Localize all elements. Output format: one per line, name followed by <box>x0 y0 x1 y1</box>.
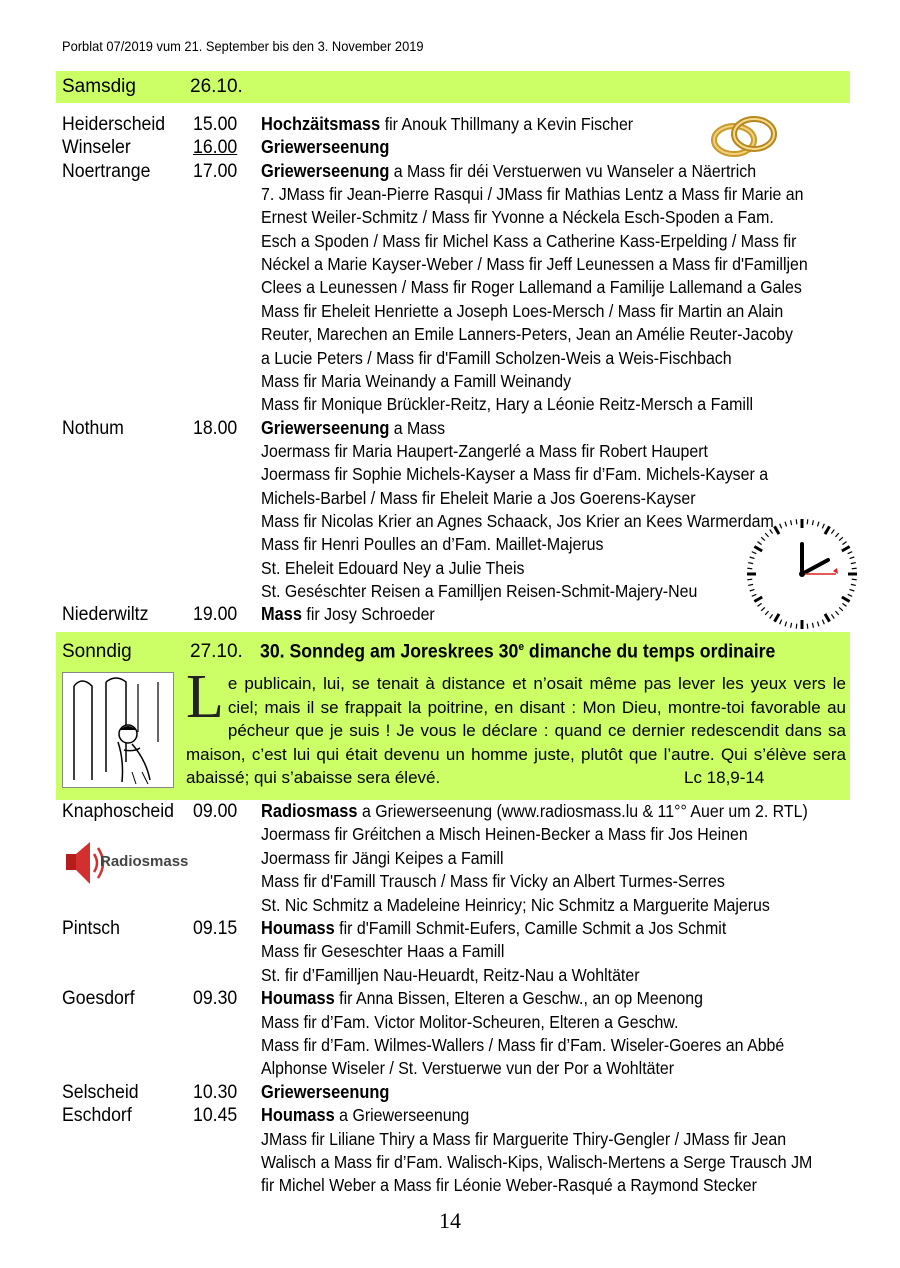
mass-intention: St. Eheleit Edouard Ney a Julie Theis <box>261 557 525 578</box>
clock-tick <box>831 530 834 534</box>
wedding-rings-icon <box>706 110 784 160</box>
mass-intention: Joermass fir Maria Haupert-Zangerlé a Mass fir Robert Haupert <box>261 440 708 461</box>
clock-tick <box>780 524 782 529</box>
mass-type: Griewerseenung <box>261 160 390 181</box>
clock-tick <box>825 526 830 534</box>
mass-intention: St. fir d’Familljen Nau-Heuardt, Reitz-Nau a Wohltäter <box>261 964 640 985</box>
mass-time: 16.00 <box>193 137 238 159</box>
clock-tick <box>770 530 773 534</box>
clock-tick <box>839 537 843 540</box>
mass-line <box>261 510 774 533</box>
clock-tick <box>750 557 755 559</box>
mass-line <box>261 183 804 206</box>
clock-tick <box>748 563 753 564</box>
mass-type: Houmass <box>261 988 335 1009</box>
clock-tick <box>752 552 757 554</box>
radiosmass-label: Radiosmass <box>100 853 189 870</box>
clock-tick <box>747 579 752 580</box>
mass-intention: Mass fir Monique Brückler-Reitz, Hary a Léonie Reitz-Mersch a Famill <box>261 394 754 415</box>
gospel-reference: Lc 18,9-14 <box>684 768 765 787</box>
place-name: Niederwiltz <box>62 604 149 626</box>
saturday-day: Samsdig <box>62 76 136 97</box>
saturday-band <box>56 71 850 103</box>
mass-time: 18.00 <box>193 417 238 439</box>
clock-tick <box>817 522 819 527</box>
place-name: Noertrange <box>62 160 151 182</box>
mass-intention: Clees a Leunessen / Mass fir Roger Lallemand a Familije Lallemand a Gales <box>261 277 802 298</box>
clock-tick <box>770 614 773 618</box>
clock-tick <box>848 594 853 596</box>
mass-line <box>261 206 774 229</box>
mass-intention: fir Anouk Thillmany a Kevin Fischer <box>380 114 634 134</box>
mass-line <box>261 1128 786 1151</box>
mass-intention: Néckel a Marie Kayser-Weber / Mass fir Jeff Leunessen a Mass fir d'Familljen <box>261 254 808 275</box>
page-header: Porblat 07/2019 vum 21. September bis den 3. November 2019 <box>62 38 424 54</box>
mass-intention: JMass fir Liliane Thiry a Mass fir Marguerite Thiry-Gengler / JMass fir Jean <box>261 1128 787 1149</box>
mass-line <box>261 1057 674 1080</box>
clock-tick <box>747 568 752 569</box>
mass-intention: Joermass fir Gréitchen a Misch Heinen-Becker a Mass fir Jos Heinen <box>261 824 748 845</box>
mass-line <box>261 417 445 440</box>
clock-tick <box>852 568 857 569</box>
sunday-title: 30. Sonndeg am Joreskrees 30e dimanche du temps ordinaire <box>260 641 776 663</box>
mass-intention: Mass fir Henri Poulles an d’Fam. Maillet-Majerus <box>261 534 604 555</box>
mass-intention: Mass fir Maria Weinandy a Famill Weinandy <box>261 370 572 391</box>
mass-line <box>261 1174 757 1197</box>
clock-tick <box>822 524 824 529</box>
clock-tick <box>848 552 853 554</box>
clock-tick <box>812 623 813 628</box>
mass-intention: Walisch a Mass fir d’Fam. Walisch-Kips, Walisch-Mertens a Serge Trausch JM <box>261 1152 813 1172</box>
clock-tick <box>765 611 768 615</box>
mass-intention: fir Michel Weber a Mass fir Léonie Weber-Rasqué a Raymond Stecker <box>261 1175 757 1196</box>
clock-tick <box>835 611 838 615</box>
mass-time: 15.00 <box>193 114 238 135</box>
mass-line <box>261 1011 678 1034</box>
sunday-date: 27.10. <box>190 641 243 662</box>
clock-tick <box>754 547 762 552</box>
mass-type: Griewerseenung <box>261 1081 390 1102</box>
clock-tick <box>842 542 846 545</box>
mass-line <box>261 987 703 1010</box>
clock-tick <box>812 520 813 525</box>
saturday-date: 26.10. <box>190 76 243 97</box>
clock-tick <box>831 614 834 618</box>
clock-tick <box>825 614 830 622</box>
mass-line <box>261 1081 389 1104</box>
mass-intention: Mass fir Geseschter Haas a Famill <box>261 941 505 962</box>
mass-intention: a Griewerseenung <box>334 1105 470 1126</box>
gospel-text: Le publicain, lui, se tenait à distance et n’osait même pas lever les yeux vers le ciel; mais il se frappait la poitrine, en disant : Mon Dieu, montre-toi favorable au pécheur que je suis ! Je vous le déclare : quand ce dernier redescendit dans sa maison, c’est lui qui était devenu un homme juste, plutôt que l’autre. Qui s’élève sera abaissé; qui s’abaisse sera élevé. <box>186 663 846 787</box>
clock-tick <box>850 557 855 559</box>
clock-tick <box>807 624 808 629</box>
mass-intention: a Lucie Peters / Mass fir d'Famill Scholzen-Weis a Weis-Fischbach <box>261 347 732 368</box>
clock-tick <box>758 603 762 606</box>
clock-tick <box>817 622 819 627</box>
clock-tick <box>796 519 797 524</box>
mass-line <box>261 253 808 276</box>
clock-tick <box>750 589 755 591</box>
clock-tick <box>807 519 808 524</box>
clock-tick <box>835 533 838 537</box>
place-name: Heiderscheid <box>62 114 166 135</box>
clock-tick <box>761 607 765 610</box>
mass-line <box>261 393 753 416</box>
page-number: 14 <box>439 1208 461 1233</box>
mass-line <box>261 347 732 370</box>
clock-tick <box>851 584 856 585</box>
mass-line <box>261 917 726 940</box>
mass-time: 19.00 <box>193 604 238 626</box>
mass-intention: Michels-Barbel / Mass fir Eheleit Marie a Jos Goerens-Kayser <box>261 487 696 508</box>
mass-intention: fir Anna Bissen, Elteren a Geschw., an op Meenong <box>334 988 704 1009</box>
mass-intention: St. Geséschter Reisen a Familljen Reisen-Schmit-Majery-Neu <box>261 581 698 601</box>
mass-line <box>261 136 389 159</box>
mass-time: 09.30 <box>193 988 238 1010</box>
mass-intention: Ernest Weiler-Schmitz / Mass fir Yvonne a Néckela Esch-Spoden a Fam. <box>261 207 774 228</box>
mass-line <box>261 557 525 580</box>
mass-type: Mass <box>261 604 302 625</box>
mass-line <box>261 580 697 603</box>
clock-tick <box>785 622 787 627</box>
mass-line <box>261 113 633 136</box>
mass-intention: Mass fir d’Fam. Wilmes-Wallers / Mass fir d’Fam. Wiseler-Goeres an Abbé <box>261 1035 785 1055</box>
clock-tick <box>791 520 792 525</box>
mass-line <box>261 894 770 917</box>
place-name: Goesdorf <box>62 988 135 1010</box>
mass-line <box>261 533 604 556</box>
mass-type: Houmass <box>261 1105 335 1126</box>
mass-intention: Joermass fir Jängi Keipes a Famill <box>261 847 504 868</box>
mass-line <box>261 1034 784 1057</box>
mass-intention: fir d'Famill Schmit-Eufers, Camille Schmit a Jos Schmit <box>334 918 727 938</box>
mass-intention: a Griewerseenung (www.radiosmass.lu & 11°° Auer um 2. RTL) <box>357 801 808 821</box>
praying-man-illustration <box>62 672 174 788</box>
clock-tick <box>852 579 857 580</box>
mass-time: 17.00 <box>193 160 238 182</box>
mass-intention: Mass fir d’Fam. Victor Molitor-Scheuren, Elteren a Geschw. <box>261 1011 679 1032</box>
mass-line <box>261 603 435 626</box>
mass-line <box>261 870 725 893</box>
place-name: Eschdorf <box>62 1105 132 1127</box>
mass-intention: Esch a Spoden / Mass fir Michel Kass a Catherine Kass-Erpelding / Mass fir <box>261 230 797 251</box>
place-name: Selscheid <box>62 1081 139 1103</box>
mass-line <box>261 1151 812 1174</box>
mass-intention: Mass fir Nicolas Krier an Agnes Schaack, Jos Krier an Kees Warmerdam <box>261 510 774 531</box>
place-name: Winseler <box>62 137 131 159</box>
mass-line <box>261 487 696 510</box>
mass-line <box>261 323 793 346</box>
mass-time: 10.45 <box>193 1105 238 1127</box>
clock-tick <box>758 542 762 545</box>
mass-line <box>261 964 640 987</box>
place-name: Pintsch <box>62 918 120 939</box>
mass-line <box>261 800 808 823</box>
gospel-drop-cap: L <box>186 663 224 731</box>
mass-type: Griewerseenung <box>261 417 390 438</box>
mass-type: Griewerseenung <box>261 137 390 158</box>
mass-line <box>261 823 748 846</box>
clock-tick <box>765 533 768 537</box>
mass-intention: Alphonse Wiseler / St. Verstuerwe vun der Por a Wohltäter <box>261 1058 675 1079</box>
mass-line <box>261 1104 469 1127</box>
clock-tick <box>851 563 856 564</box>
mass-type: Radiosmass <box>261 801 358 821</box>
clock-tick <box>775 614 780 622</box>
mass-line <box>261 847 504 870</box>
mass-intention: Mass fir Eheleit Henriette a Joseph Loes-Mersch / Mass fir Martin an Alain <box>261 300 784 321</box>
clock-tick <box>796 624 797 629</box>
clock-tick <box>748 584 753 585</box>
clock-tick <box>850 589 855 591</box>
mass-line <box>261 300 783 323</box>
mass-intention: Joermass fir Sophie Michels-Kayser a Mass fir d’Fam. Michels-Kayser a <box>261 464 769 485</box>
clock-tick <box>822 620 824 625</box>
place-name: Knaphoscheid <box>62 801 175 822</box>
mass-line <box>261 276 802 299</box>
clock-icon <box>744 516 860 632</box>
mass-line <box>261 230 796 253</box>
clock-tick <box>842 547 850 552</box>
mass-type: Hochzäitsmass <box>261 114 381 134</box>
mass-intention: St. Nic Schmitz a Madeleine Heinricy; Nic Schmitz a Marguerite Majerus <box>261 894 770 915</box>
clock-tick <box>842 603 846 606</box>
mass-time: 10.30 <box>193 1081 238 1103</box>
mass-line <box>261 160 756 183</box>
clock-tick <box>791 623 792 628</box>
clock-tick <box>839 607 843 610</box>
clock-tick <box>752 594 757 596</box>
place-name: Nothum <box>62 417 124 439</box>
clock-tick <box>842 597 850 602</box>
mass-line <box>261 370 571 393</box>
clock-tick <box>775 526 780 534</box>
sunday-day: Sonndig <box>62 641 132 662</box>
mass-intention: a Mass <box>389 417 446 438</box>
mass-time: 09.15 <box>193 918 238 939</box>
mass-line <box>261 940 504 963</box>
mass-intention: Mass fir d'Famill Trausch / Mass fir Vicky an Albert Turmes-Serres <box>261 871 725 892</box>
mass-time: 09.00 <box>193 801 238 822</box>
mass-line <box>261 440 708 463</box>
clock-tick <box>780 620 782 625</box>
mass-intention: a Mass fir déi Verstuerwen vu Wanseler a Näertrich <box>389 160 757 181</box>
clock-tick <box>785 522 787 527</box>
mass-type: Houmass <box>261 918 335 938</box>
clock-tick <box>761 537 765 540</box>
mass-intention: fir Josy Schroeder <box>301 604 435 625</box>
mass-intention: 7. JMass fir Jean-Pierre Rasqui / JMass fir Mathias Lentz a Mass fir Marie an <box>261 184 804 205</box>
mass-line <box>261 463 768 486</box>
mass-intention: Reuter, Marechen an Emile Lanners-Peters, Jean an Amélie Reuter-Jacoby <box>261 324 793 345</box>
clock-tick <box>754 597 762 602</box>
